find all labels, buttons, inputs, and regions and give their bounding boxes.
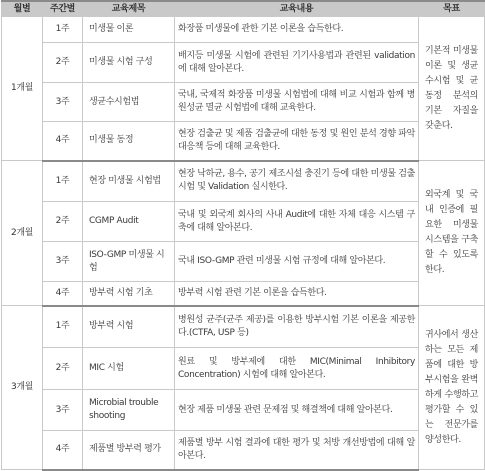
goal-cell: 기본적 미생물 이론 및 생균 수시험 및 균 동정 분석의 기본 자질을 갖춘다. — [419, 17, 485, 161]
week-cell: 3주 — [43, 83, 83, 122]
table-row — [2, 122, 485, 161]
week-cell: 1주 — [43, 17, 83, 43]
week-cell: 4주 — [43, 282, 83, 306]
title-cell: 제품별 방부력 평가 — [83, 431, 175, 470]
content-cell: 현장 제품 미생물 관련 문제점 및 해결책에 대해 알아본다. — [175, 390, 419, 431]
table-row — [2, 431, 485, 470]
content-cell: 원료 및 방부제에 대한 MIC(Minimal Inhibitory Concentration) 시험에 대해 알아본다. — [175, 348, 419, 390]
table-row — [2, 348, 485, 390]
week-cell: 4주 — [43, 431, 83, 470]
curriculum-table — [1, 0, 485, 471]
header-goal: 목표 — [419, 1, 485, 17]
month-cell: 1개월 — [2, 17, 43, 161]
week-cell: 3주 — [43, 242, 83, 282]
title-cell: CGMP Audit — [83, 202, 175, 242]
table-row — [2, 43, 485, 83]
table-row — [2, 242, 485, 282]
title-cell: 방부력 시험 — [83, 306, 175, 348]
goal-cell: 귀사에서 생산하는 모든 제품에 대한 방부시험을 완벽하게 수행하고 평가할 수 있는 전문가를 양성한다. — [419, 306, 485, 470]
content-cell: 국내 ISO-GMP 관련 미생물 시험 규정에 대해 알아본다. — [175, 242, 419, 282]
header-content: 교육내용 — [175, 1, 419, 17]
content-cell: 국내, 국제적 화장품 미생물 시험법에 대해 비교 시험과 함께 병원성균 멸균 시험법에 대해 교육한다. — [175, 83, 419, 122]
week-cell: 1주 — [43, 306, 83, 348]
week-cell: 2주 — [43, 202, 83, 242]
table-row — [2, 306, 485, 348]
table-row — [2, 282, 485, 306]
header-title: 교육제목 — [83, 1, 175, 17]
content-cell: 병원성 균주(균주 제공)를 이용한 방부시험 기본 이론을 제공한다.(CTFA, USP 등) — [175, 306, 419, 348]
title-cell: 미생물 이론 — [83, 17, 175, 43]
content-cell: 현장 낙하균, 용수, 공기 제조시설 충진기 등에 대한 미생물 검출 시험 및 Validation 실시한다. — [175, 161, 419, 202]
content-cell: 배지등 미생물 시험에 관련된 기기사용법과 관련된 validation에 대해 알아본다. — [175, 43, 419, 83]
week-cell: 4주 — [43, 122, 83, 161]
content-cell: 제품별 방부 시험 결과에 대한 평가 및 처방 개선방법에 대해 알아본다. — [175, 431, 419, 470]
title-cell: MIC 시험 — [83, 348, 175, 390]
header-row — [2, 1, 485, 17]
title-cell: 현장 미생물 시험법 — [83, 161, 175, 202]
title-cell: 미생물 시험 구성 — [83, 43, 175, 83]
table-row — [2, 17, 485, 43]
week-cell: 2주 — [43, 348, 83, 390]
header-week: 주간별 — [43, 1, 83, 17]
title-cell: 생균수시험법 — [83, 83, 175, 122]
content-cell: 국내 및 외국계 회사의 사내 Audit에 대한 자체 대응 시스템 구축에 대해 알아본다. — [175, 202, 419, 242]
month-cell: 3개월 — [2, 306, 43, 470]
title-cell: Microbial trouble shooting — [83, 390, 175, 431]
table-row — [2, 83, 485, 122]
content-cell: 방부력 시험 관련 기본 이론을 습득한다. — [175, 282, 419, 306]
table-row — [2, 161, 485, 202]
month-cell: 2개월 — [2, 161, 43, 306]
goal-cell: 외국계 및 국내 인증에 필요한 미생물 시스템을 구축할 수 있도록 한다. — [419, 161, 485, 306]
table-row — [2, 390, 485, 431]
header-month: 월별 — [2, 1, 43, 17]
table-row — [2, 202, 485, 242]
title-cell: 미생물 동정 — [83, 122, 175, 161]
week-cell: 1주 — [43, 161, 83, 202]
title-cell: 방부력 시험 기초 — [83, 282, 175, 306]
week-cell: 2주 — [43, 43, 83, 83]
title-cell: ISO-GMP 미생물 시험 — [83, 242, 175, 282]
week-cell: 3주 — [43, 390, 83, 431]
content-cell: 화장품 미생물에 관한 기본 이론을 습득한다. — [175, 17, 419, 43]
content-cell: 현장 검출균 및 제품 검출균에 대한 동정 및 원인 분석 경향 파악 대응책 등에 대해 교육한다. — [175, 122, 419, 161]
